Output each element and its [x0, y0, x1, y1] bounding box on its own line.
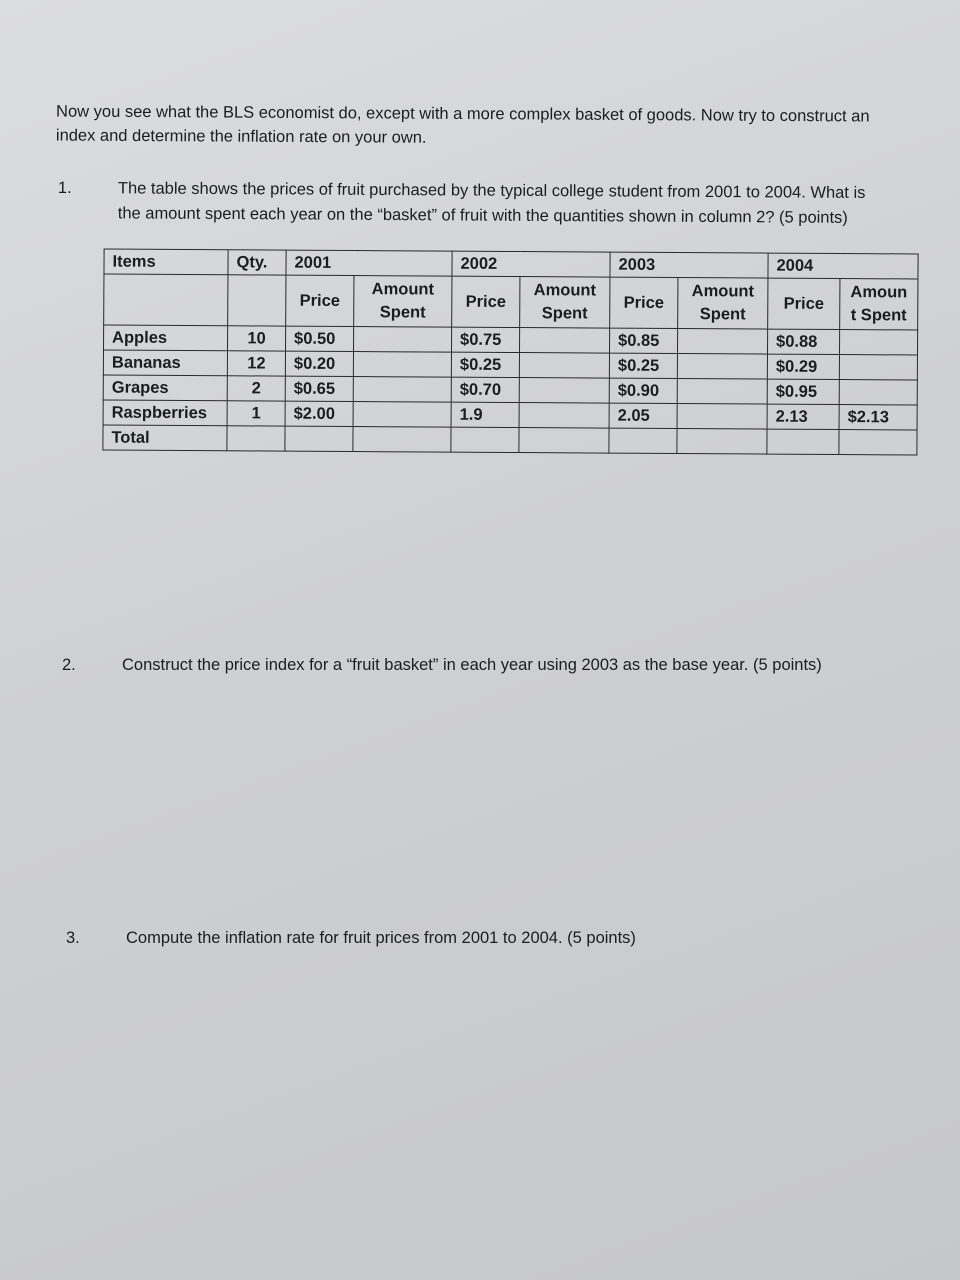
- cell-empty: [451, 427, 519, 452]
- table-subheader-row: [104, 274, 918, 330]
- subheader-amount-2001: Amount Spent: [354, 276, 452, 328]
- subheader-empty: [228, 275, 286, 326]
- cell-amount: [353, 402, 451, 428]
- question-2-text: Construct the price index for a “fruit basket” in each year using 2003 as the base year. (5 points): [122, 656, 822, 674]
- cell-amount: [353, 352, 451, 378]
- cell-price: $0.70: [451, 377, 519, 402]
- header-2001: 2001: [286, 250, 452, 276]
- cell-amount: [839, 355, 917, 380]
- cell-qty: 10: [228, 326, 286, 351]
- cell-price: $0.25: [451, 352, 519, 377]
- header-qty: Qty.: [228, 250, 286, 275]
- cell-item: Bananas: [103, 350, 227, 376]
- cell-amount: [353, 377, 451, 403]
- question-2-number: 2.: [62, 656, 76, 674]
- cell-price: $0.85: [609, 328, 677, 353]
- table-total-row: [103, 425, 917, 455]
- cell-price: $0.75: [451, 327, 519, 352]
- cell-price: $0.50: [286, 326, 354, 351]
- cell-amount: [353, 327, 451, 353]
- subheader-price-2004: Price: [768, 278, 840, 329]
- intro-paragraph: Now you see what the BLS economist do, except with a more complex basket of goods. Now try to construct an index and determine the inflation rate on your own.: [55, 102, 870, 147]
- cell-empty: [609, 428, 677, 453]
- subheader-amount-2004: Amoun t Spent: [840, 279, 918, 330]
- cell-empty: [227, 426, 285, 451]
- header-2002: 2002: [452, 251, 610, 277]
- cell-price: $0.25: [609, 353, 677, 378]
- cell-amount: [519, 328, 609, 354]
- cell-price: $0.95: [767, 379, 839, 404]
- header-items: Items: [104, 249, 228, 275]
- cell-amount: [519, 378, 609, 404]
- header-2004: 2004: [768, 253, 918, 279]
- cell-amount: [677, 354, 767, 380]
- question-3-number: 3.: [66, 929, 80, 947]
- cell-price: $0.65: [285, 376, 353, 401]
- cell-empty: [839, 430, 917, 455]
- cell-item: Raspberries: [103, 400, 227, 426]
- cell-amount: [519, 403, 609, 429]
- header-2003: 2003: [610, 252, 768, 278]
- cell-amount: [839, 380, 917, 405]
- cell-price: 1.9: [451, 402, 519, 427]
- cell-empty: [767, 429, 839, 454]
- cell-item: Grapes: [103, 375, 227, 401]
- subheader-price-2002: Price: [452, 276, 520, 327]
- cell-qty: 2: [227, 376, 285, 401]
- cell-price: $2.00: [285, 401, 353, 426]
- cell-price: 2.05: [609, 403, 677, 428]
- cell-empty: [285, 426, 353, 451]
- subheader-price-2001: Price: [286, 275, 354, 326]
- cell-total-label: Total: [103, 425, 227, 451]
- cell-item: Apples: [104, 325, 228, 351]
- question-1-number: 1.: [57, 178, 72, 198]
- cell-price: $0.88: [767, 329, 839, 354]
- cell-amount: [519, 353, 609, 379]
- subheader-price-2003: Price: [610, 277, 678, 328]
- question-3-text: Compute the inflation rate for fruit prices from 2001 to 2004. (5 points): [126, 929, 636, 947]
- cell-empty: [677, 429, 767, 455]
- cell-amount: [839, 330, 917, 355]
- cell-empty: [353, 427, 451, 453]
- fruit-price-table: [102, 249, 918, 456]
- subheader-amount-2002: Amount Spent: [520, 277, 610, 329]
- cell-price: $0.20: [285, 351, 353, 376]
- cell-price: 2.13: [767, 404, 839, 429]
- cell-empty: [519, 428, 609, 454]
- cell-qty: 12: [227, 351, 285, 376]
- subheader-amount-2003: Amount Spent: [678, 278, 768, 330]
- cell-amount: [677, 379, 767, 405]
- cell-amount: [677, 329, 767, 355]
- cell-amount: [677, 404, 767, 430]
- subheader-empty: [104, 274, 228, 326]
- cell-amount: $2.13: [839, 405, 917, 430]
- question-1-text: The table shows the prices of fruit purchased by the typical college student from 2001 to 2004. What is the amount spent each year on the “basket” of fruit with the quantities shown in column 2? (5 points): [117, 179, 866, 227]
- cell-price: $0.90: [609, 378, 677, 403]
- cell-qty: 1: [227, 401, 285, 426]
- cell-price: $0.29: [767, 354, 839, 379]
